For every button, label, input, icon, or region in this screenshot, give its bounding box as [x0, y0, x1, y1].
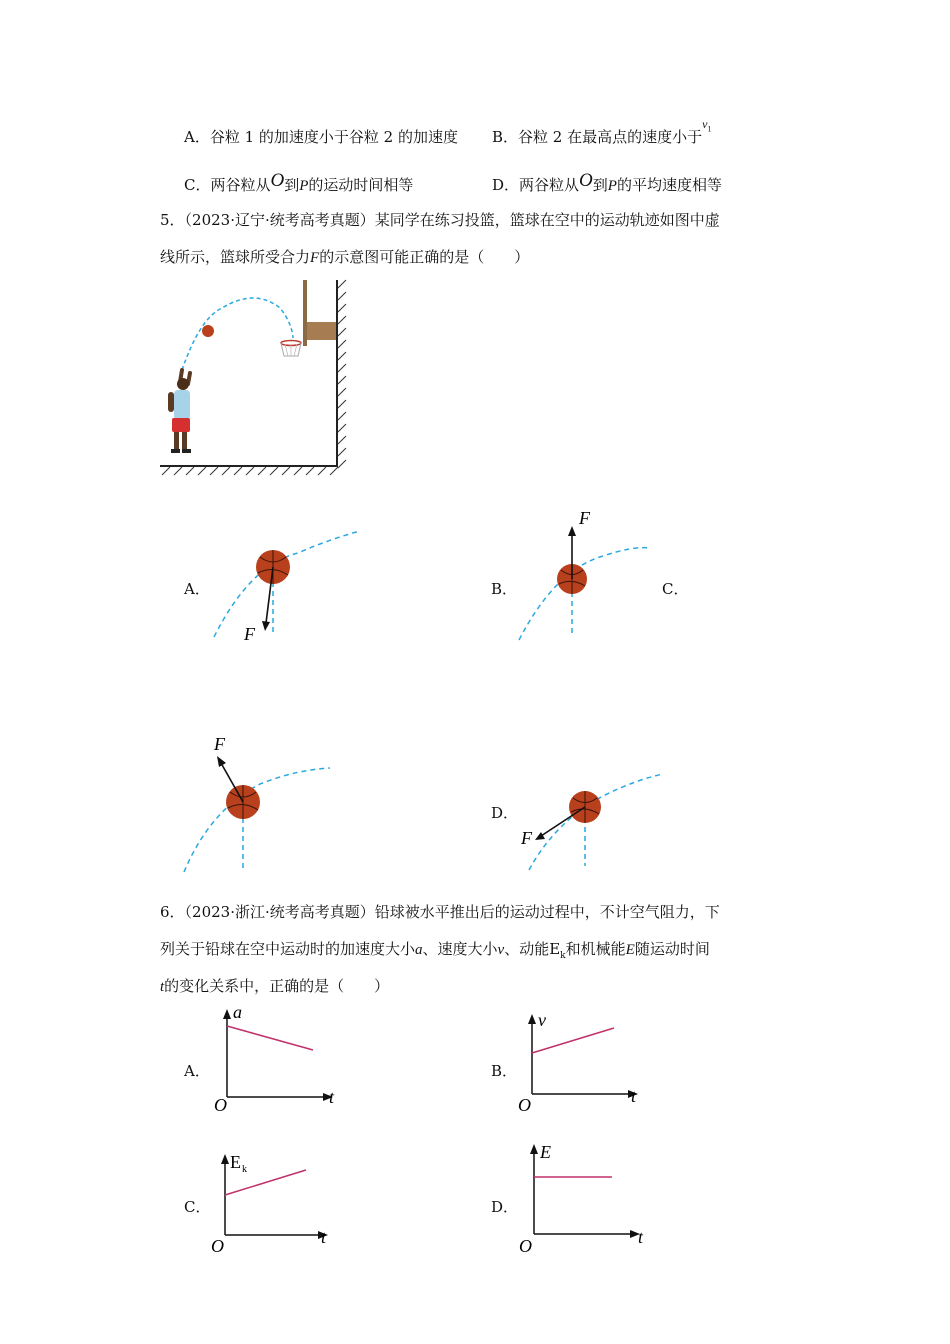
graph-d-ylabel: E	[540, 1142, 551, 1162]
q6-option-d-label: D．	[491, 1198, 519, 1216]
v1-symbol: v1	[702, 117, 712, 134]
q4-option-b-text: B．谷粒 2 在最高点的速度小于	[492, 128, 703, 146]
q5-option-d-label: D．	[491, 804, 519, 822]
force-label-a: F	[244, 624, 255, 644]
q6-graph-a	[208, 1002, 348, 1115]
q4-option-c: C．两谷粒从O到P的运动时间相等	[184, 170, 414, 194]
q5-option-b-diagram	[515, 508, 675, 648]
force-label-c: F	[214, 734, 225, 754]
graph-a-origin: O	[214, 1095, 227, 1115]
q5-option-b-label: B．	[491, 580, 518, 598]
graph-b-origin: O	[518, 1095, 531, 1115]
graph-d-xlabel: t	[638, 1227, 644, 1247]
q6-graph-b	[513, 1008, 653, 1118]
q5-option-a-label: A．	[184, 580, 210, 598]
graph-c-ysub: k	[242, 1164, 247, 1175]
q4-option-a: A．谷粒 1 的加速度小于谷粒 2 的加速度	[184, 128, 458, 146]
force-label-b: F	[579, 508, 590, 528]
player-figure	[168, 370, 191, 453]
graph-b-ylabel: v	[538, 1010, 546, 1030]
q5-option-c-diagram	[180, 730, 350, 880]
q6-stem-line1: 6．（2023·浙江·统考高考真题）铅球被水平推出后的运动过程中，不计空气阻力，下	[160, 903, 720, 921]
graph-c-origin: O	[211, 1236, 224, 1256]
q5-option-a-diagram	[210, 525, 370, 645]
q5-option-d-diagram	[515, 766, 675, 876]
q4-option-d: D．两谷粒从O到P的平均速度相等	[492, 170, 722, 194]
force-label-d: F	[521, 828, 532, 848]
q5-stem-line1: 5．（2023·辽宁·统考高考真题）某同学在练习投篮，篮球在空中的运动轨迹如图中虚	[160, 211, 720, 229]
q6-graph-c	[208, 1148, 348, 1258]
graph-d-origin: O	[519, 1236, 532, 1256]
basketball-scene	[160, 278, 360, 478]
graph-a-xlabel: t	[329, 1087, 335, 1107]
graph-a-ylabel: a	[233, 1002, 242, 1022]
q6-stem-line2: 列关于铅球在空中运动时的加速度大小a、速度大小v、动能$E_k$和机械能E随运动时间	[160, 940, 710, 961]
q6-option-c-label: C．	[184, 1198, 211, 1216]
graph-c-ylabel: E	[230, 1152, 241, 1172]
q6-stem-line3: t的变化关系中，正确的是（ ）	[160, 977, 390, 995]
graph-b-xlabel: t	[631, 1086, 637, 1106]
q5-option-c-label: C．	[662, 580, 689, 598]
q6-option-b-label: B．	[491, 1062, 518, 1080]
q4-option-b	[492, 117, 712, 147]
q6-graph-d	[514, 1140, 654, 1256]
q6-option-a-label: A．	[184, 1062, 210, 1080]
graph-c-xlabel: t	[321, 1227, 327, 1247]
q5-stem-line2: 线所示，篮球所受合力F的示意图可能正确的是（ ）	[160, 248, 530, 266]
